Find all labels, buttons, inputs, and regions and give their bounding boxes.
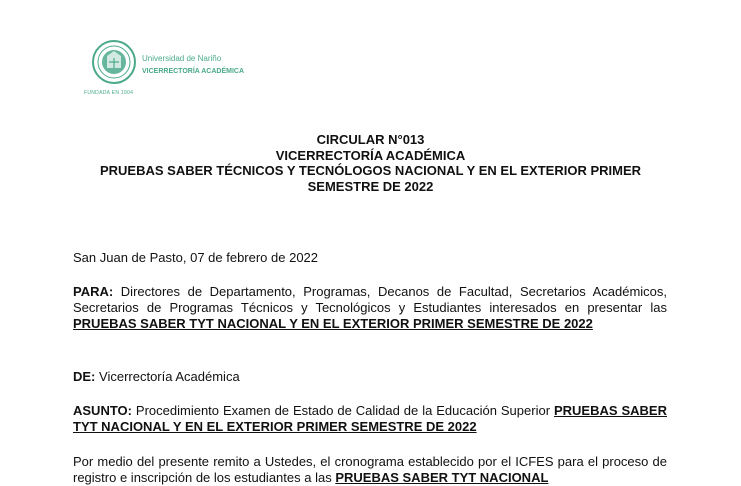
title-line-4: SEMESTRE DE 2022 [307, 178, 434, 194]
intro-text: Por medio del presente remito a Ustedes, el cronograma establecido por el ICFES para el proceso de registro e inscripción de los estudiantes a las [73, 454, 667, 485]
de-paragraph [73, 369, 667, 385]
para-link: PRUEBAS SABER TYT NACIONAL Y EN EL EXTERIOR PRIMER SEMESTRE DE 2022 [73, 316, 593, 331]
title-line-2: VICERRECTORÍA ACADÉMICA [275, 147, 466, 163]
asunto-link: PRUEBAS SABER TYT NACIONAL Y EN EL EXTERIOR PRIMER SEMESTRE DE 2022 [73, 403, 667, 434]
de-text: Vicerrectoría Académica [99, 369, 240, 384]
asunto-label: ASUNTO: [73, 403, 132, 418]
para-text: Directores de Departamento, Programas, Decanos de Facultad, Secretarios Académicos, Secretarios de Programas Técnicos y Tecnológicos y Estudiantes interesados en presentar las [73, 284, 667, 315]
asunto-text: Procedimiento Examen de Estado de Calidad de la Educación Superior [135, 403, 551, 418]
logo-department: VICERRECTORÍA ACADÉMICA [142, 68, 245, 75]
university-seal-icon [92, 40, 136, 84]
title-line-1: CIRCULAR N°013 [316, 132, 425, 147]
title-line-3: PRUEBAS SABER TÉCNICOS Y TECNÓLOGOS NACIONAL Y EN EL EXTERIOR PRIMER [99, 163, 642, 178]
logo-founded: FUNDADA EN 1904 [84, 90, 134, 96]
logo-university-name: Universidad de Nariño [142, 54, 222, 63]
date-line: San Juan de Pasto, 07 de febrero de 2022 [73, 250, 319, 265]
de-label: DE: [73, 369, 96, 384]
asunto-paragraph [73, 403, 667, 435]
intro-paragraph [73, 454, 667, 486]
circular-title [40, 132, 701, 194]
para-paragraph [73, 284, 667, 332]
intro-link: PRUEBAS SABER TYT NACIONAL [335, 470, 549, 485]
university-logo [84, 40, 284, 100]
para-label: PARA: [73, 284, 114, 299]
